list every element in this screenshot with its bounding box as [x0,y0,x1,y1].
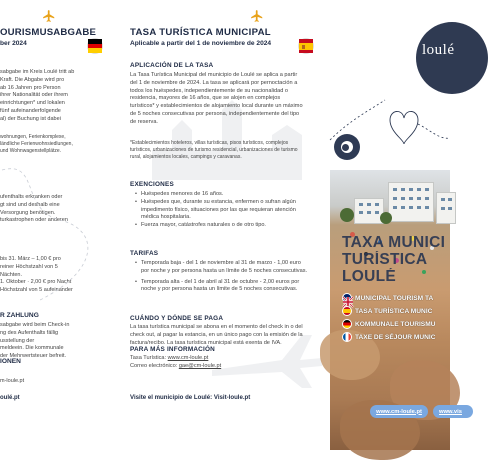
language-label: TASA TURÍSTICA MUNIC [355,307,433,315]
visit-loule-link-button[interactable]: www.vis [433,405,473,418]
list-item: • Huéspedes que, durante su estancia, enfermen o sufran algún impedimento físico, situaciones por las que requieran atención médica hospitalaria. [136,199,308,222]
application-heading: APLICACIÓN DE LA TASA [130,62,214,69]
spanish-subtitle: Aplicable a partir del 1 de noviembre de 2024 [130,40,272,47]
rates-heading: TARIFAS [130,250,159,257]
airplane-icon [42,9,56,23]
german-payment-heading: R ZAHLUNG [0,312,39,319]
list-item: • Temporada alta - del 1 de abril al 31 de octubre - 2,00 euros por noche y por persona hasta un límite de 5 noches consecutivas. [136,279,308,295]
info-line-email [130,363,306,371]
german-payment-text: sabgabe wird beim Check-in ng des Aufenthalts fällig usstellung der meldeein. Die kommunale der Mehrwertsteuer befreit. [0,322,70,360]
info-heading: PARA MÁS INFORMACIÓN [130,346,215,353]
list-item: • Fuerza mayor, catástrofes naturales o de otro tipo. [136,222,308,230]
german-intro-text: sabgabe im Kreis Loulé tritt ab Kraft. Die Abgabe wird pro ab 16 Jahren pro Person ihrer Nationalität oder ihrem einrichtungen* und lokalen fünf aufeinanderfolgende al) der Buchung ist dabei [0,69,75,122]
spain-flag-icon [342,306,352,316]
german-categories-text: wohnungen, Ferienkomplexe, ländliche Ferienwohnsiedlungen, und Wohnwagenstellplätze. [0,134,73,155]
rates-list [136,260,308,294]
german-title: OURISMUSABGABE [0,27,97,38]
application-note: *Establecimientos hoteleros, villas turísticas, pisos turísticos, complejos turísticos, urbanizaciones de turismo residencial, urbanizaciones de turismo rural, alojamientos locales, campings y caravanas. [130,140,298,160]
uk-flag-icon [342,293,352,303]
airplane-icon [250,9,264,23]
cover-title-line-1: TAXA MUNICI [342,234,446,251]
exemptions-list [136,191,308,230]
info-label: Tasa Turística: [130,355,168,361]
cm-loule-link-button[interactable]: www.cm-loule.pt [370,405,428,418]
spanish-footer: Visite el municipio de Loulé: Visit-loule.pt [130,394,251,401]
visit-loule-icon [334,134,360,160]
german-rates-text: bis 31. März – 1,00 € pro reiner Höchstzahl von 5 Nächten. 1. Oktober · 2,00 € pro Nacht Höchstzahl von 5 aufeinander [0,256,73,294]
german-flag-icon [342,319,352,329]
france-flag-icon [342,332,352,342]
heart-path-decoration [330,80,450,180]
flight-path-decoration [0,150,112,310]
info-line-web [130,355,306,363]
website-link[interactable]: www.cm-loule.pt [167,355,209,361]
spanish-panel [112,0,330,450]
german-subtitle: ber 2024 [0,40,27,47]
language-row-german[interactable] [342,318,435,330]
german-panel [0,0,112,450]
info-label: Correo electrónico: [130,363,179,369]
exemptions-heading: EXENCIONES [130,181,174,188]
spain-flag-icon [298,38,314,54]
application-text: La Tasa Turística Municipal del municipio de Loulé se aplica a partir del 1 de noviembre de 2024. La tasa se aplicará por pernoctación a todos los huéspedes, independientemente de su nacionalidad o residencia, mayores de 16 años, que se alojen en complejos turísticos* y establecimientos de alojamiento local durante un máximo de 5 noches consecutivas por persona, independientemente del tipo de reserva. [130,72,303,125]
german-flag-icon [87,38,103,54]
language-row-spanish[interactable] [342,305,432,317]
language-label: KOMMUNALE TOURISMU [355,320,436,328]
payment-text: La tasa turística municipal se abona en el momento del check in o del check out, al pagar la estancia, en un único pago con la emisión de la factura/recibo. La tasa turística municipal está exenta de IVA. [130,324,303,346]
list-item: • Temporada baja - del 1 de noviembre al 31 de marzo - 1,00 euro por noche y por persona hasta un límite de 5 noches consecutivas. [136,260,308,276]
language-row-english[interactable] [342,292,433,304]
language-label: MUNICIPAL TOURISM TA [355,294,434,302]
language-label: TAXE DE SÉJOUR MUNIC [355,333,436,341]
german-info-text: m-loule.pt [0,378,25,384]
german-info-heading: IONEN [0,358,21,365]
cover-title-line-3: LOULÉ [342,268,397,285]
email-link[interactable]: gae@cm-loule.pt [178,363,222,369]
cover-title-line-2: TURÍSTICA [342,251,428,268]
german-footer: oulé.pt [0,395,20,401]
payment-heading: CUÁNDO Y DÓNDE SE PAGA [130,315,224,322]
german-exemptions-text: ufenthalts erkranken oder gt sind und deshalb eine Versorgung benötigen. turkastrophen oder anderen [0,194,68,224]
language-row-french[interactable] [342,331,435,343]
loule-logo: loulé [422,42,455,58]
cover-photo-panel [330,0,462,450]
hotel-buildings [340,178,450,226]
list-item: • Huéspedes menores de 16 años. [136,191,308,199]
spanish-title: TASA TURÍSTICA MUNICIPAL [130,27,271,38]
